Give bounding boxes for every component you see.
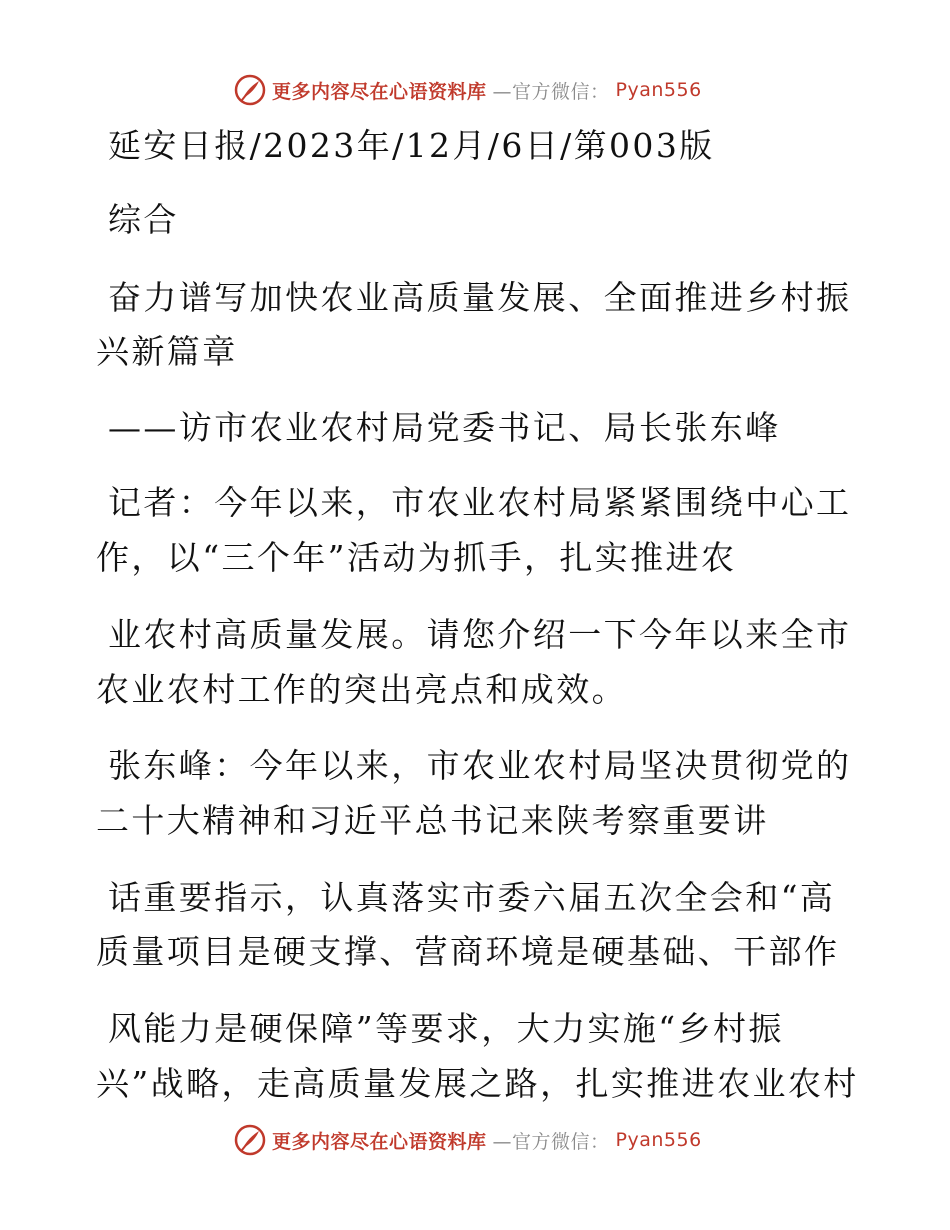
article-section-label: 综合 xyxy=(108,200,179,239)
watermark-wechat-id: Pyan556 xyxy=(615,79,702,101)
article-subheadline: ——访市农业农村局党委书记、局长张东峰 xyxy=(108,408,781,447)
article-paragraph-line: 张东峰：今年以来，市农业农村局坚决贯彻党的 xyxy=(108,746,852,785)
article-paragraph-line: 农业农村工作的突出亮点和成效。 xyxy=(96,670,627,709)
watermark-main-text: 更多内容尽在心语资料库 xyxy=(272,80,487,103)
article-source-line: 延安日报/2023年/12月/6日/第003版 xyxy=(108,126,715,165)
article-paragraph-line: 二十大精神和习近平总书记来陕考察重要讲 xyxy=(96,801,769,840)
watermark-header xyxy=(234,72,702,108)
article-paragraph-line: 话重要指示，认真落实市委六届五次全会和“高 xyxy=(108,878,836,917)
article-headline-line-2: 兴新篇章 xyxy=(96,332,238,371)
quill-pen-logo-icon xyxy=(234,1124,266,1156)
watermark-separator-text: —官方微信： xyxy=(492,80,610,103)
article-paragraph-line: 记者：今年以来，市农业农村局紧紧围绕中心工 xyxy=(108,483,852,522)
article-paragraph-line: 质量项目是硬支撑、营商环境是硬基础、干部作 xyxy=(96,932,840,971)
quill-pen-logo-icon xyxy=(234,74,266,106)
article-paragraph-line: 风能力是硬保障”等要求，大力实施“乡村振 xyxy=(108,1009,784,1048)
watermark-separator-text: —官方微信： xyxy=(492,1130,610,1153)
watermark-footer xyxy=(234,1122,702,1158)
article-paragraph-line: 兴”战略，走高质量发展之路，扎实推进农业农村 xyxy=(96,1064,859,1103)
article-paragraph-line: 业农村高质量发展。请您介绍一下今年以来全市 xyxy=(108,615,852,654)
article-headline-line-1: 奋力谱写加快农业高质量发展、全面推进乡村振 xyxy=(108,278,852,317)
article-paragraph-line: 作，以“三个年”活动为抓手，扎实推进农 xyxy=(96,538,737,577)
watermark-wechat-id: Pyan556 xyxy=(615,1129,702,1151)
watermark-main-text: 更多内容尽在心语资料库 xyxy=(272,1130,487,1153)
